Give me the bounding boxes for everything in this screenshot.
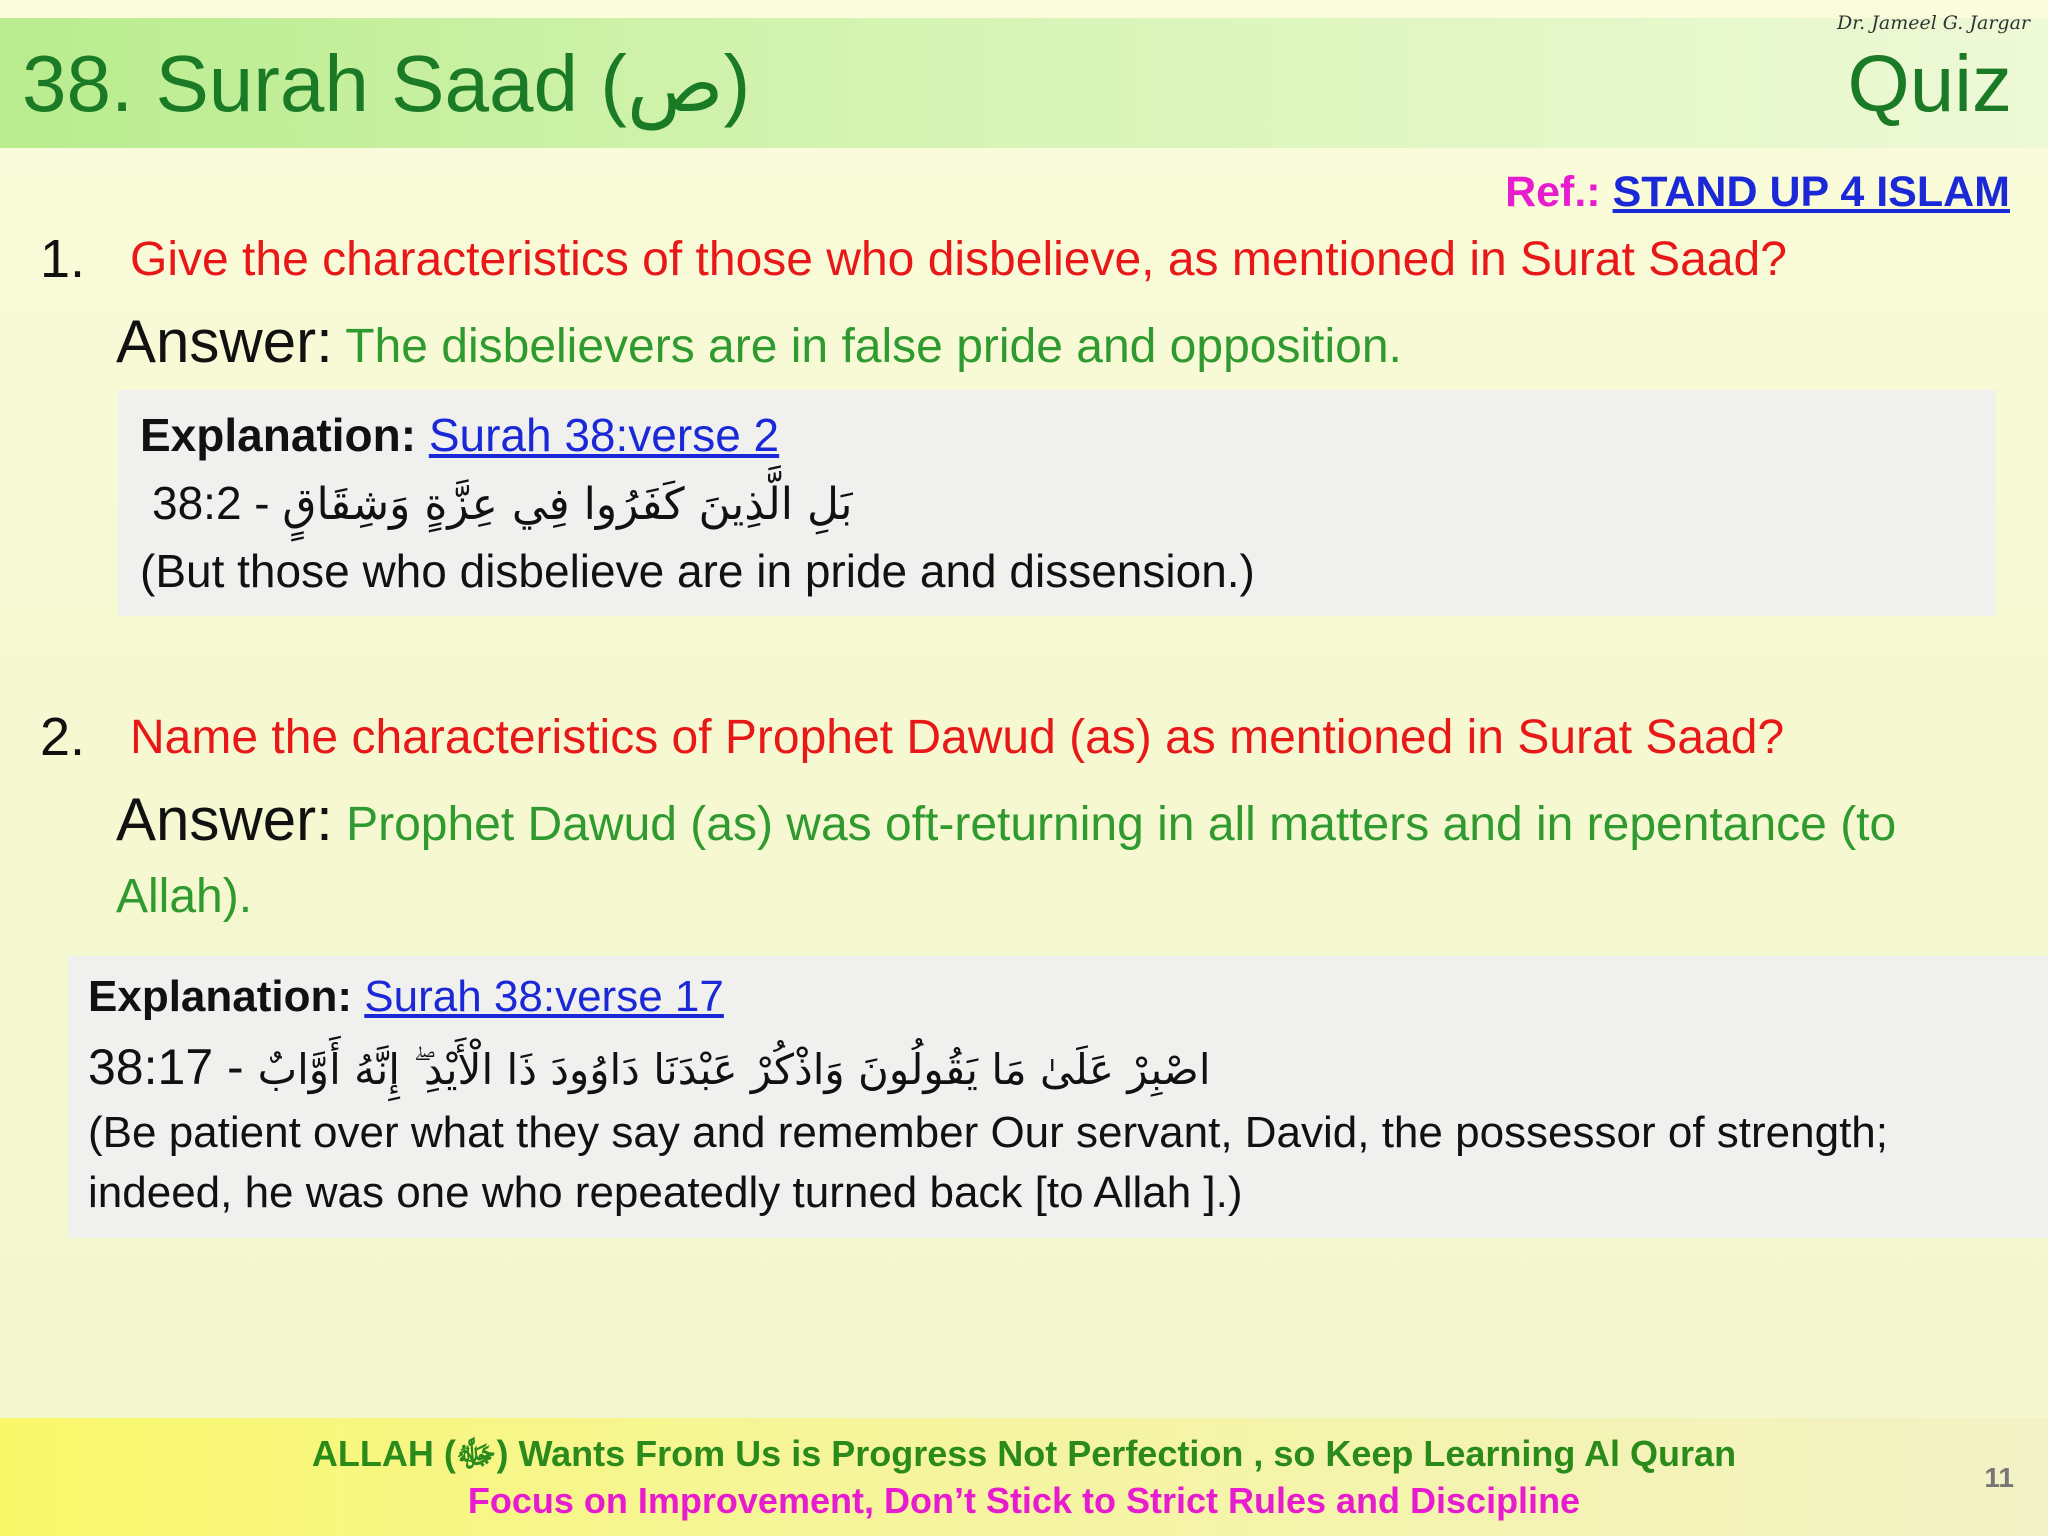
answer-2-text: Prophet Dawud (as) was oft-returning in all matters and in repentance (to Allah). (116, 798, 1897, 923)
explanation-1-label: Explanation: (140, 409, 417, 461)
question-1-text: Give the characteristics of those who disbelieve, as mentioned in Surat Saad? (130, 233, 1787, 286)
verse-1-ref: 38:2 - (152, 477, 270, 529)
page-number: 11 (1984, 1462, 2014, 1493)
author-credit: Dr. Jameel G. Jargar (1836, 12, 2030, 34)
explanation-1-box (118, 390, 1996, 616)
explanation-1-translation: (But those who disbelieve are in pride and dissension.) (140, 545, 1255, 597)
answer-1-label: Answer: (116, 308, 333, 375)
explanation-2-header (88, 972, 724, 1022)
section-title: Quiz (1847, 39, 2012, 128)
explanation-2-link[interactable]: Surah 38:verse 17 (364, 972, 724, 1021)
answer-2 (116, 784, 1996, 933)
verse-2-arabic: اصْبِرْ عَلَىٰ مَا يَقُولُونَ وَاذْكُرْ عَبْدَنَا دَاوُودَ ذَا الْأَيْدِ ۖ إِنَّهُ أَوَّابٌ (257, 1045, 1211, 1094)
footer-motto-line-1: ALLAH (ﷻ) Wants From Us is Progress Not Perfection , so Keep Learning Al Quran (311, 1433, 1737, 1474)
explanation-2-translation-line-1: (Be patient over what they say and remember Our servant, David, the possessor of strength; (88, 1108, 1888, 1157)
explanation-2-label: Explanation: (88, 972, 353, 1021)
reference (1505, 168, 2010, 217)
explanation-2-verse (88, 1038, 1211, 1096)
reference-link[interactable]: STAND UP 4 ISLAM (1612, 168, 2010, 216)
question-1-number: 1. (40, 229, 86, 289)
page-title: 38. Surah Saad (ص) (22, 39, 751, 128)
answer-1 (116, 306, 1996, 383)
verse-1-arabic: بَلِ الَّذِينَ كَفَرُوا فِي عِزَّةٍ وَشِقَاقٍ (282, 479, 853, 530)
explanation-1-verse (152, 476, 853, 530)
answer-2-label: Answer: (116, 786, 333, 853)
reference-label: Ref.: (1505, 168, 1601, 216)
verse-2-ref: 38:17 - (88, 1039, 244, 1095)
explanation-2-translation-line-2: indeed, he was one who repeatedly turned back [to Allah ].) (88, 1168, 1243, 1217)
question-2-number: 2. (40, 707, 86, 767)
explanation-2-box (68, 956, 2048, 1238)
footer-motto-line-2: Focus on Improvement, Don’t Stick to Strict Rules and Discipline (467, 1480, 1581, 1521)
explanation-1-header (140, 408, 779, 462)
question-2-text: Name the characteristics of Prophet Dawud (as) as mentioned in Surat Saad? (130, 711, 1785, 764)
explanation-1-link[interactable]: Surah 38:verse 2 (428, 409, 780, 461)
answer-1-text: The disbelievers are in false pride and opposition. (345, 320, 1402, 373)
